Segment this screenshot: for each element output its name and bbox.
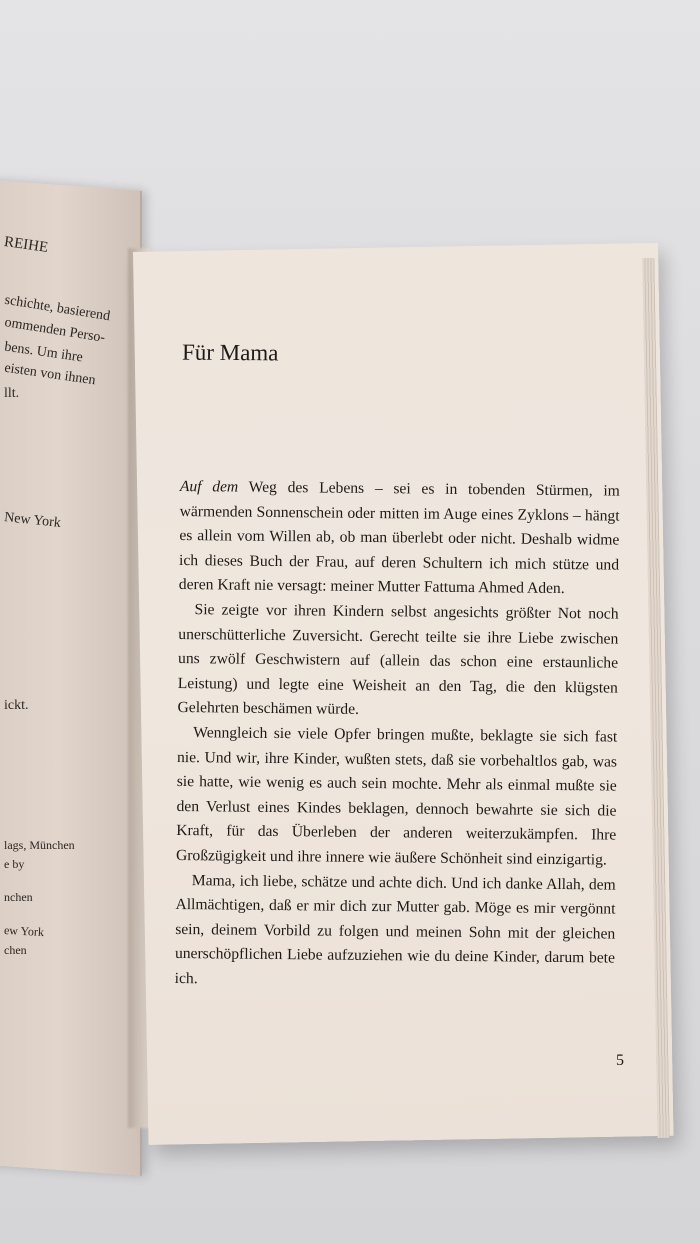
paragraph-4: Mama, ich liebe, schätze und achte dich. Und ich danke Allah, dem Allmächtigen, daß er mir dich zur Mutter gab. Möge es mir vergönnt sein, deinem Vorbild zu folgen und meinen Sohn mit der gleichen unerschöpflichen Liebe aufzuziehen wie du deine Kinder, darum bete ich. <box>174 871 616 988</box>
left-page-credit: chen <box>4 943 27 957</box>
dedication-title: Für Mama <box>181 339 279 366</box>
left-page-credit: lags, München <box>4 838 75 852</box>
paragraph-1-body: Weg des Lebens – sei es in tobenden Stürmen, im wärmenden Sonnenschein oder mitten im Auge eines Zyklons – hängt es allein vom Willen ab, ob man überlebt oder nicht. Deshalb widme ich dieses Buch der Frau, auf deren Schultern ich mich stütze und deren Kraft nie versagt: meiner Mutter Fattuma Ahmed Aden. <box>178 478 620 598</box>
page-number: 5 <box>616 1052 624 1069</box>
left-page-line: ommenden Perso- <box>3 315 107 346</box>
left-page-credit: ew York <box>3 922 45 940</box>
left-page-line: schichte, basierend <box>3 292 112 325</box>
left-page-line: llt. <box>4 386 20 401</box>
paragraph-1-lead: Auf dem <box>179 477 239 496</box>
left-page-credit: e by <box>4 857 25 871</box>
left-page-credit: nchen <box>4 890 33 904</box>
left-page-header: REIHE <box>3 234 50 256</box>
left-page-line: eisten von ihnen <box>3 360 97 389</box>
dedication-text <box>175 475 620 996</box>
paragraph-1 <box>179 475 620 603</box>
paragraph-3: Wenngleich sie viele Opfer bringen mußte, beklagte sie sich fast nie. Und wir, ihre Kinder, wußten stets, daß sie vorbehaltlos gab, was sie hatte, wie wenig es auch sein mochte. Mehr als einmal mußte sie den Verlust eines Kindes beklagen, dennoch bewahrte sie sich die Kraft, für das Überleben der anderen weiterzukämpfen. Ihre Großzügigkeit und ihre innere wie äußere Schönheit sind einzigartig. <box>175 724 618 869</box>
left-page-city: New York <box>3 510 62 531</box>
paragraph-2: Sie zeigte vor ihren Kindern selbst angesichts größter Not noch unerschütterliche Zuversicht. Gerecht teilte sie ihre Liebe zwischen uns zwölf Geschwistern auf (allein das schon eine erstaunliche Leistung) und legte eine Weisheit an den Tag, die den klügsten Gelehrten beschämen würde. <box>177 601 619 719</box>
left-page-fragment: ickt. <box>4 698 29 713</box>
left-page-line: bens. Um ihre <box>3 339 84 366</box>
